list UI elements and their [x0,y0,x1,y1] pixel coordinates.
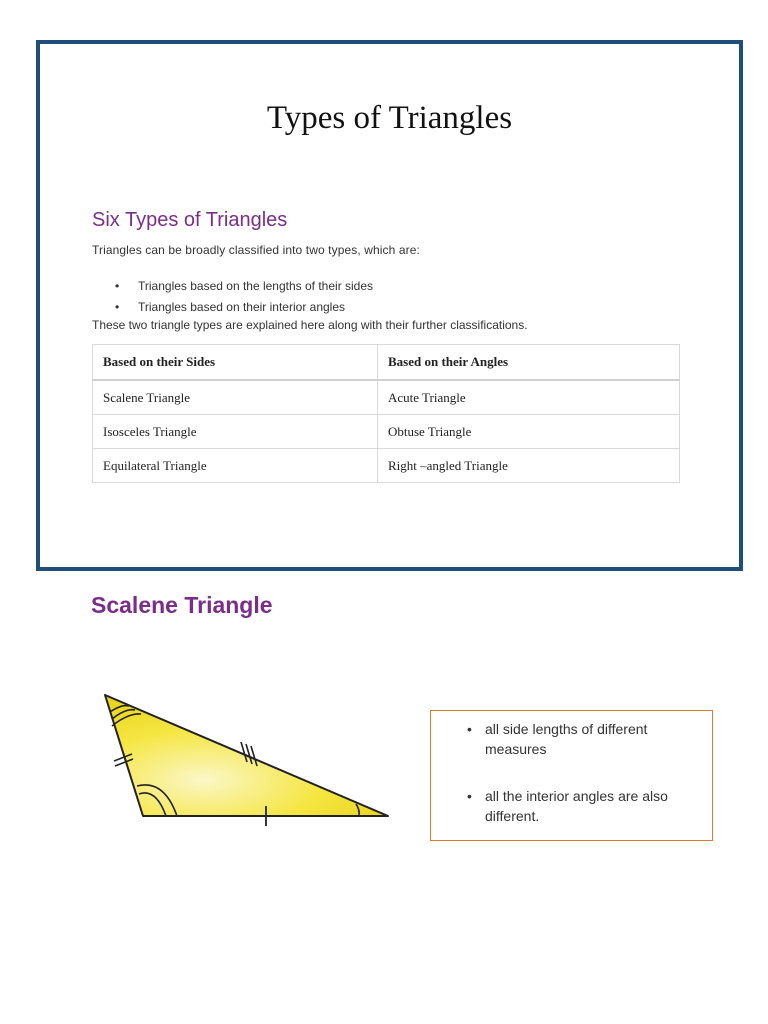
table-cell: Equilateral Triangle [93,449,378,483]
bullet-dot-icon: • [467,721,472,737]
triangle-shape [105,695,388,816]
scalene-heading: Scalene Triangle [91,592,273,618]
scalene-properties-box [430,710,713,841]
table-header-angles: Based on their Angles [378,345,680,381]
bullet-dot-icon: • [115,279,120,293]
table-row [93,415,680,449]
bullet-dot-icon: • [467,788,472,804]
table-row [93,380,680,415]
list-item [92,297,373,318]
table-cell: Acute Triangle [378,380,680,415]
table-header-sides: Based on their Sides [93,345,378,381]
intro-text: Triangles can be broadly classified into two types, which are: [92,243,420,257]
property-text: all the interior angles are also different. [485,788,668,824]
bullet-dot-icon: • [115,300,120,314]
scalene-triangle-figure [96,682,396,832]
triangle-types-table [92,344,680,483]
table-cell: Isosceles Triangle [93,415,378,449]
list-item [467,719,695,759]
section-heading: Six Types of Triangles [92,209,288,231]
explanation-text: These two triangle types are explained here along with their further classifications. [92,318,528,332]
list-item-text: Triangles based on the lengths of their sides [138,279,374,293]
table-cell: Right –angled Triangle [378,449,680,483]
document-frame [36,40,743,571]
table-row [93,449,680,483]
table-cell: Obtuse Triangle [378,415,680,449]
list-item [92,276,373,297]
list-item [467,786,695,826]
table-header-row [93,345,680,381]
list-item-text: Triangles based on their interior angles [138,300,346,314]
table-cell: Scalene Triangle [93,380,378,415]
page-title: Types of Triangles [266,100,513,136]
property-text: all side lengths of different measures [485,721,648,757]
classification-list [92,276,373,318]
